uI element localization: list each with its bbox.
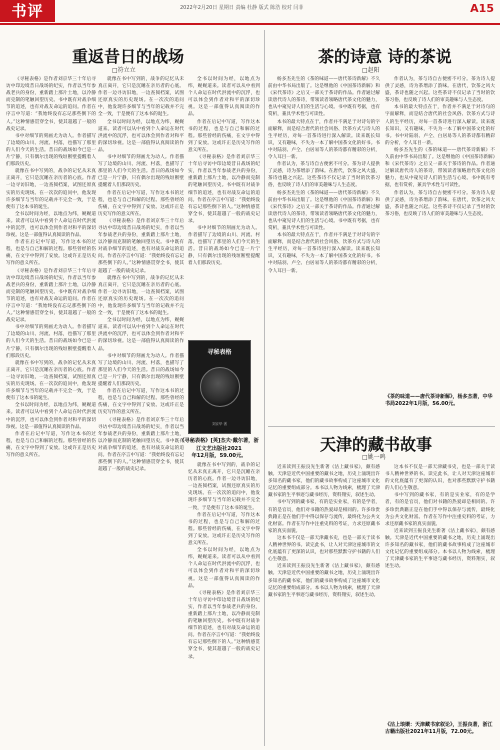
- article2-text-a2: 杨多杰先生的《茶的味道——唐代茶诗新解》不久前由中华书局出版了。这是继他的《中国茶诗新解》和《宋代茶诗》之后又一部关于茶诗的作品。作者通过解读唐代诗人的茶诗，带领读者领略唐代茶文化的魅力，也从中窥见诗人们的生活与心境。书中既有考据，也有赏析，兼具学术性与可读性。: [268, 190, 380, 231]
- article3-text-c: 这本书不仅是一部天津藏书史，也是一部关于读书人精神世界的书。读完此书，让人对天津这座城市的文化底蕴有了更深的认识，也对那些默默守护书籍的人们心生敬意。: [385, 465, 495, 492]
- article3-book-note: 《沽上琅嬛：天津藏书家叙论》，王振良著，浙江古籍出版社2021年11月版，72.00元。: [385, 722, 493, 735]
- article1-byline: □符立立: [112, 67, 136, 74]
- article3-text-a2: 近来读到王振良先生新著《沽上藏书家》，颇有感触。天津是近代中国重要的藏书之地，历史上涌现出许多知名的藏书家，他们的藏书故事构成了这座城市文化记忆的重要组成部分。本书以人物为线索，梳理了天津藏书家的生平事迹与藏书经历，资料翔实，叙述生动。: [268, 564, 380, 598]
- article1-text-b2: 就像在书中写到的，战争的记忆从未真正离开，它只是沉睡在亲历者的心底。作者一边寻访旧地，一边查阅档案，试图还原真实的历史现场。在一次次的追问中，他发现许多细节与当年的记载并不完全一致，于是便有了这本书的诞生。: [98, 275, 184, 317]
- article1-text-d2: 书中对细节的刻画尤为动人。作者描写了边境的山川、河流、村落，也描写了那里的人们今天的生活。昔日的战场如今已是一片宁静，只有偶尔出现的残垣断壁提醒着人们那段历史。: [6, 325, 96, 359]
- article1-text-e: 作者在后记中写道，写作这本书的过程，也是与自己和解的过程。那些曾经的伤痛，在文字中得到了安放。这或许正是历史写作的意义所在。: [188, 119, 260, 153]
- article3-text-b: 书中写到的藏书家，有的是实业家，有的是学者，有的是官员，他们对书籍的热爱却是相同的。许多珍贵典籍正是在他们手中得以保存与流传，最终化为公共文化财富。作者在写作中注重史料的考证，力求还原藏书家的真实面貌。: [385, 493, 495, 527]
- article2-byline: □赵阳: [362, 67, 380, 74]
- article2-text-c: 作者认为，茶与诗自古便密不可分。茶为诗人提供了灵感，诗为茶增添了韵味。在唐代，饮茶之风大盛，茶诗也随之兴起。这些茶诗不仅记录了当时的饮茶习俗，也反映了诗人们的审美趣味与人生态度。: [268, 162, 380, 189]
- article1-text-a: 《寻秘表格》是作者刘京华三十年后寻访中印边境昔日战场的纪实，作者以当年参战老兵的身份，重新踏上那片土地，以冷静而克制的笔触回望历史。书中既有对战争细节的追述，也有对战友命运的追问。作者在序言中写道：“我始终没有忘记那些倒下的人。”这种情感贯穿全书，使其超越了一般的战史记录。: [98, 218, 184, 274]
- book-caption-line1: 《寻秘表格》[英]杰夫·戴尔著，浙江文艺出版社2021: [179, 438, 259, 452]
- article3-title: 天津的藏书故事: [320, 435, 433, 454]
- article3-text-a: 近来读到王振良先生新著《沽上藏书家》，颇有感触。天津是近代中国重要的藏书之地，历史上涌现出许多知名的藏书家，他们的藏书故事构成了这座城市文化记忆的重要组成部分。本书以人物为线索，梳理了天津藏书家的生平事迹与藏书经历，资料翔实，叙述生动。: [268, 465, 380, 499]
- article1-text-b: 就像在书中写到的，战争的记忆从未真正离开，它只是沉睡在亲历者的心底。作者一边寻访旧地，一边查阅档案，试图还原真实的历史现场。在一次次的追问中，他发现许多细节与当年的记载并不完全一致，于是便有了这本书的诞生。: [6, 169, 96, 210]
- article1-text-a: 《寻秘表格》是作者刘京华三十年后寻访中印边境昔日战场的纪实，作者以当年参战老兵的身份，重新踏上那片土地，以冷静而克制的笔触回望历史。书中既有对战争细节的追述，也有对战友命运的追问。作者在序言中写道：“我始终没有忘记那些倒下的人。”这种情感贯穿全书，使其超越了一般的战史记录。: [188, 155, 260, 224]
- article1-text-a2: 《寻秘表格》是作者刘京华三十年后寻访中印边境昔日战场的纪实，作者以当年参战老兵的身份，重新踏上那片土地，以冷静而克制的笔触回望历史。书中既有对战争细节的追述，也有对战友命运的追问。作者在序言中写道：“我始终没有忘记那些倒下的人。”这种情感贯穿全书，使其超越了一般的战史记录。: [98, 417, 184, 473]
- article-divider: [268, 426, 495, 427]
- article1-text-a: 《寻秘表格》是作者刘京华三十年后寻访中印边境昔日战场的纪实，作者以当年参战老兵的身份，重新踏上那片土地，以冷静而克制的笔触回望历史。书中既有对战争细节的追述，也有对战友命运的追问。作者在序言中写道：“我始终没有忘记那些倒下的人。”这种情感贯穿全书，使其超越了一般的战史记录。: [6, 77, 96, 132]
- date-info: 2022年2月20日 星期日 责编 杜静 版式 陈浩 校对 闫菲: [180, 5, 304, 11]
- article1-text-c2: 全书以时间为经，以地点为纬，娓娓道来。读者可以从中看到个人命运在时代洪流中的沉浮，也可以体会到作者对和平的深切珍视。这是一部值得认真阅读的作品。: [98, 318, 184, 352]
- article1-text-d: 书中对细节的刻画尤为动人。作者描写了边境的山川、河流、村落，也描写了那里的人们今天的生活。昔日的战场如今已是一片宁静，只有偶尔出现的残垣断壁提醒着人们那段历史。: [188, 225, 260, 267]
- article1-text-c: 全书以时间为经，以地点为纬，娓娓道来。读者可以从中看到个人命运在时代洪流中的沉浮，也可以体会到作者对和平的深切珍视。这是一部值得认真阅读的作品。: [188, 77, 260, 118]
- section-label: 书评: [0, 0, 55, 22]
- article2-title: 茶的诗意 诗的茶说: [318, 47, 452, 66]
- article3-column-1: [268, 464, 380, 746]
- article1-text-e: 作者在后记中写道，写作这本书的过程，也是与自己和解的过程。那些曾经的伤痛，在文字中得到了安放。这或许正是历史写作的意义所在。: [98, 190, 184, 217]
- article1-text-b2: 就像在书中写到的，战争的记忆从未真正离开，它只是沉睡在亲历者的心底。作者一边寻访旧地，一边查阅档案，试图还原真实的历史现场。在一次次的追问中，他发现许多细节与当年的记载并不完全一致，于是便有了这本书的诞生。: [6, 360, 96, 402]
- article1-text-e: 作者在后记中写道，写作这本书的过程，也是与自己和解的过程。那些曾经的伤痛，在文字中得到了安放。这或许正是历史写作的意义所在。: [6, 240, 96, 267]
- article3-text-a: 近来读到王振良先生新著《沽上藏书家》，颇有感触。天津是近代中国重要的藏书之地，历史上涌现出许多知名的藏书家，他们的藏书故事构成了这座城市文化记忆的重要组成部分。本书以人物为线索，梳理了天津藏书家的生平事迹与藏书经历，资料翔实，叙述生动。: [385, 528, 495, 570]
- article1-text-c: 全书以时间为经，以地点为纬，娓娓道来。读者可以从中看到个人命运在时代洪流中的沉浮，也可以体会到作者对和平的深切珍视。这是一部值得认真阅读的作品。: [98, 119, 184, 153]
- article3-text-b: 书中写到的藏书家，有的是实业家，有的是学者，有的是官员，他们对书籍的热爱却是相同的。许多珍贵典籍正是在他们手中得以保存与流传，最终化为公共文化财富。作者在写作中注重史料的考证，力求还原藏书家的真实面貌。: [268, 500, 380, 534]
- article1-column-2: [98, 76, 184, 746]
- book-cover-image: [188, 340, 251, 434]
- article1-text-b: 就像在书中写到的，战争的记忆从未真正离开，它只是沉睡在亲历者的心底。作者一边寻访旧地，一边查阅档案，试图还原真实的历史现场。在一次次的追问中，他发现许多细节与当年的记载并不完全一致，于是便有了这本书的诞生。: [98, 77, 184, 118]
- article3-byline: □姚一鸣: [362, 454, 386, 461]
- article1-text-e2: 作者在后记中写道，写作这本书的过程，也是与自己和解的过程。那些曾经的伤痛，在文字中得到了安放。这或许正是历史写作的意义所在。: [98, 389, 184, 416]
- book-cover-author: 刘京华 著: [211, 422, 228, 426]
- article2-text-b: 本书的最大特点在于，作者并不满足于对诗句的字面解释，而是结合唐代的社会风俗、饮茶方式与诗人的生平经历，对每一首茶诗进行深入解读。读来既长知识，又有趣味，不失为一本了解中国茶文化的好书。书中对陆羽、卢仝、白居易等人的茶诗都有精彩的分析，令人耳目一新。: [385, 105, 495, 146]
- article3-column-2: [385, 464, 495, 718]
- article2-column-2: [385, 76, 495, 390]
- article1-text-a: 《寻秘表格》是作者刘京华三十年后寻访中印边境昔日战场的纪实，作者以当年参战老兵的身份，重新踏上那片土地，以冷静而克制的笔触回望历史。书中既有对战争细节的追述，也有对战友命运的追问。作者在序言中写道：“我始终没有忘记那些倒下的人。”这种情感贯穿全书，使其超越了一般的战史记录。: [188, 590, 260, 660]
- article2-text-b: 本书的最大特点在于，作者并不满足于对诗句的字面解释，而是结合唐代的社会风俗、饮茶方式与诗人的生平经历，对每一首茶诗进行深入解读。读来既长知识，又有趣味，不失为一本了解中国茶文化的好书。书中对陆羽、卢仝、白居易等人的茶诗都有精彩的分析，令人耳目一新。: [268, 119, 380, 161]
- article1-text-e: 作者在后记中写道，写作这本书的过程，也是与自己和解的过程。那些曾经的伤痛，在文字中得到了安放。这或许正是历史写作的意义所在。: [188, 512, 260, 547]
- column-divider: [264, 30, 265, 746]
- book-cover-art: [200, 367, 240, 407]
- article2-book-note: 《茶的味道——唐代茶诗新解》，杨多杰著，中华书局2022年1月版，56.00元。: [385, 394, 493, 407]
- page-number: A15: [470, 2, 494, 15]
- article1-text-c: 全书以时间为经，以地点为纬，娓娓道来。读者可以从中看到个人命运在时代洪流中的沉浮，也可以体会到作者对和平的深切珍视。这是一部值得认真阅读的作品。: [6, 211, 96, 239]
- book-caption-line2: 年12月版，59.00元。: [191, 453, 247, 459]
- article2-text-c2: 作者认为，茶与诗自古便密不可分。茶为诗人提供了灵感，诗为茶增添了韵味。在唐代，饮茶之风大盛，茶诗也随之兴起。这些茶诗不仅记录了当时的饮茶习俗，也反映了诗人们的审美趣味与人生态度。: [385, 190, 495, 217]
- article1-text-c: 全书以时间为经，以地点为纬，娓娓道来。读者可以从中看到个人命运在时代洪流中的沉浮，也可以体会到作者对和平的深切珍视。这是一部值得认真阅读的作品。: [188, 548, 260, 589]
- article2-text-a: 杨多杰先生的《茶的味道——唐代茶诗新解》不久前由中华书局出版了。这是继他的《中国茶诗新解》和《宋代茶诗》之后又一部关于茶诗的作品。作者通过解读唐代诗人的茶诗，带领读者领略唐代茶文化的魅力，也从中窥见诗人们的生活与心境。书中既有考据，也有赏析，兼具学术性与可读性。: [268, 77, 380, 118]
- article1-text-b: 就像在书中写到的，战争的记忆从未真正离开，它只是沉睡在亲历者的心底。作者一边寻访旧地，一边查阅档案，试图还原真实的历史现场。在一次次的追问中，他发现许多细节与当年的记载并不完全一致，于是便有了这本书的诞生。: [188, 463, 260, 511]
- book-caption: [178, 438, 260, 461]
- article1-column-1: [6, 76, 96, 746]
- article1-text-d: 书中对细节的刻画尤为动人。作者描写了边境的山川、河流、村落，也描写了那里的人们今天的生活。昔日的战场如今已是一片宁静，只有偶尔出现的残垣断壁提醒着人们那段历史。: [98, 155, 184, 189]
- article1-title: 重返昔日的战场: [72, 47, 185, 66]
- article2-text-a: 杨多杰先生的《茶的味道——唐代茶诗新解》不久前由中华书局出版了。这是继他的《中国茶诗新解》和《宋代茶诗》之后又一部关于茶诗的作品。作者通过解读唐代诗人的茶诗，带领读者领略唐代茶文化的魅力，也从中窥见诗人们的生活与心境。书中既有考据，也有赏析，兼具学术性与可读性。: [385, 147, 495, 189]
- article1-text-d2: 书中对细节的刻画尤为动人。作者描写了边境的山川、河流、村落，也描写了那里的人们今天的生活。昔日的战场如今已是一片宁静，只有偶尔出现的残垣断壁提醒着人们那段历史。: [98, 353, 184, 388]
- article1-column-3: [188, 76, 260, 336]
- article2-text-c: 作者认为，茶与诗自古便密不可分。茶为诗人提供了灵感，诗为茶增添了韵味。在唐代，饮茶之风大盛，茶诗也随之兴起。这些茶诗不仅记录了当时的饮茶习俗，也反映了诗人们的审美趣味与人生态度。: [385, 77, 495, 104]
- article1-text-d: 书中对细节的刻画尤为动人。作者描写了边境的山川、河流、村落，也描写了那里的人们今天的生活。昔日的战场如今已是一片宁静，只有偶尔出现的残垣断壁提醒着人们那段历史。: [6, 133, 96, 168]
- article1-text-c2: 全书以时间为经，以地点为纬，娓娓道来。读者可以从中看到个人命运在时代洪流中的沉浮，也可以体会到作者对和平的深切珍视。这是一部值得认真阅读的作品。: [6, 403, 96, 430]
- article1-text-e2: 作者在后记中写道，写作这本书的过程，也是与自己和解的过程。那些曾经的伤痛，在文字中得到了安放。这或许正是历史写作的意义所在。: [6, 431, 96, 458]
- book-cover-title: 寻秘表格: [207, 349, 232, 356]
- article2-text-b2: 本书的最大特点在于，作者并不满足于对诗句的字面解释，而是结合唐代的社会风俗、饮茶方式与诗人的生平经历，对每一首茶诗进行深入解读。读来既长知识，又有趣味，不失为一本了解中国茶文化的好书。书中对陆羽、卢仝、白居易等人的茶诗都有精彩的分析，令人耳目一新。: [268, 233, 380, 274]
- article2-column-1: [268, 76, 380, 422]
- article3-text-c: 这本书不仅是一部天津藏书史，也是一部关于读书人精神世界的书。读完此书，让人对天津这座城市的文化底蕴有了更深的认识，也对那些默默守护书籍的人们心生敬意。: [268, 535, 380, 563]
- article1-column-3b: [188, 462, 260, 746]
- article1-text-a2: 《寻秘表格》是作者刘京华三十年后寻访中印边境昔日战场的纪实，作者以当年参战老兵的身份，重新踏上那片土地，以冷静而克制的笔触回望历史。书中既有对战争细节的追述，也有对战友命运的追问。作者在序言中写道：“我始终没有忘记那些倒下的人。”这种情感贯穿全书，使其超越了一般的战史记录。: [6, 268, 96, 324]
- header-rule: [0, 23, 500, 25]
